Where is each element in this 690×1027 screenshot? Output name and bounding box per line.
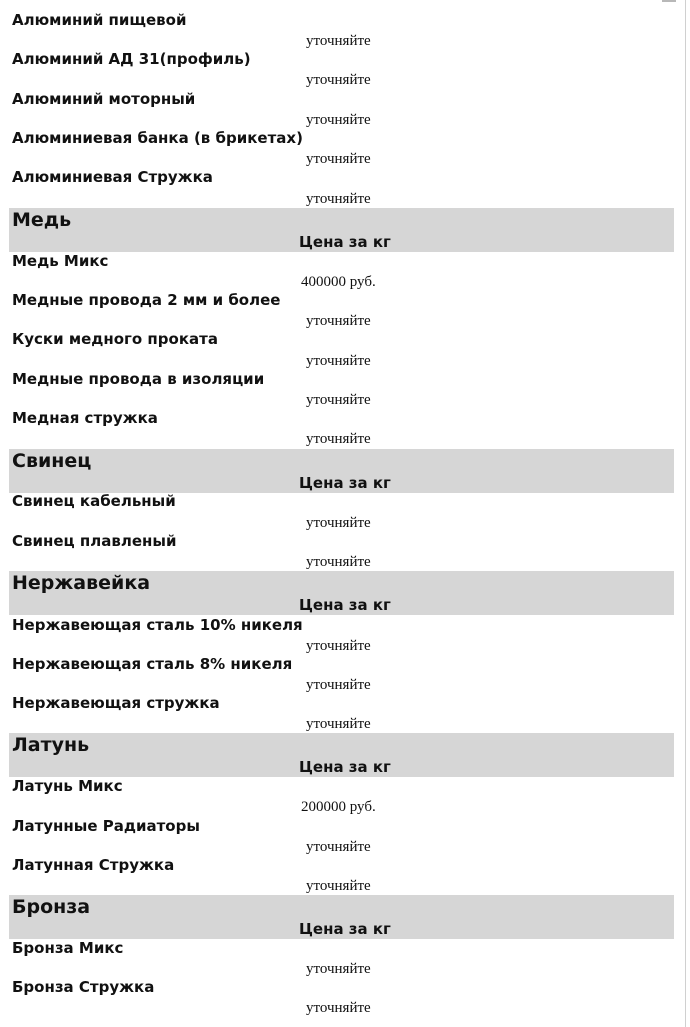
price-column-header: Цена за кг	[299, 474, 391, 492]
category-title: Бронза	[12, 896, 91, 918]
item-name-copper-insulated: Медные провода в изоляции	[12, 370, 265, 388]
item-price-aluminum-ad31: уточняйте	[306, 72, 371, 88]
price-column-header: Цена за кг	[299, 233, 391, 251]
item-name-aluminum-food: Алюминий пищевой	[12, 11, 187, 29]
category-title: Свинец	[12, 450, 92, 472]
category-header-copper	[9, 208, 674, 252]
item-name-bronze-shavings: Бронза Стружка	[12, 978, 155, 996]
item-name-stainless-8: Нержавеющая сталь 8% никеля	[12, 655, 293, 673]
item-name-aluminum-shavings: Алюминиевая Стружка	[12, 168, 213, 186]
category-header-stainless	[9, 571, 674, 615]
item-name-brass-mix: Латунь Микс	[12, 777, 123, 795]
item-name-bronze-mix: Бронза Микс	[12, 939, 124, 957]
item-price-bronze-shavings: уточняйте	[306, 1000, 371, 1016]
item-name-aluminum-motor: Алюминий моторный	[12, 90, 196, 108]
item-name-copper-mix: Медь Микс	[12, 252, 109, 270]
item-name-stainless-shavings: Нержавеющая стружка	[12, 694, 220, 712]
item-price-bronze-mix: уточняйте	[306, 961, 371, 977]
item-name-aluminum-can: Алюминиевая банка (в брикетах)	[12, 129, 303, 147]
item-price-stainless-shavings: уточняйте	[306, 716, 371, 732]
category-header-lead	[9, 449, 674, 493]
category-header-bronze	[9, 895, 674, 939]
item-price-lead-cable: уточняйте	[306, 515, 371, 531]
item-price-aluminum-motor: уточняйте	[306, 112, 371, 128]
item-name-copper-pieces: Куски медного проката	[12, 330, 218, 348]
item-price-aluminum-can: уточняйте	[306, 151, 371, 167]
item-price-copper-mix: 400000 руб.	[301, 274, 376, 290]
item-name-brass-radiators: Латунные Радиаторы	[12, 817, 200, 835]
item-name-brass-shavings: Латунная Стружка	[12, 856, 175, 874]
item-price-copper-shavings: уточняйте	[306, 431, 371, 447]
item-name-lead-melted: Свинец плавленый	[12, 532, 177, 550]
item-name-copper-shavings: Медная стружка	[12, 409, 158, 427]
page-corner-mark	[662, 0, 676, 2]
item-price-aluminum-food: уточняйте	[306, 33, 371, 49]
item-name-stainless-10: Нержавеющая сталь 10% никеля	[12, 616, 303, 634]
page-edge-line	[685, 0, 686, 1027]
category-title: Медь	[12, 209, 72, 231]
item-name-aluminum-ad31: Алюминий АД 31(профиль)	[12, 50, 251, 68]
item-price-brass-mix: 200000 руб.	[301, 799, 376, 815]
item-price-copper-insulated: уточняйте	[306, 392, 371, 408]
price-column-header: Цена за кг	[299, 596, 391, 614]
price-column-header: Цена за кг	[299, 920, 391, 938]
item-price-aluminum-shavings: уточняйте	[306, 191, 371, 207]
item-price-stainless-8: уточняйте	[306, 677, 371, 693]
category-header-brass	[9, 733, 674, 777]
item-price-lead-melted: уточняйте	[306, 554, 371, 570]
price-column-header: Цена за кг	[299, 758, 391, 776]
category-title: Латунь	[12, 734, 90, 756]
item-price-brass-shavings: уточняйте	[306, 878, 371, 894]
item-price-stainless-10: уточняйте	[306, 638, 371, 654]
category-title: Нержавейка	[12, 572, 151, 594]
item-price-copper-pieces: уточняйте	[306, 353, 371, 369]
item-name-lead-cable: Свинец кабельный	[12, 492, 176, 510]
item-price-brass-radiators: уточняйте	[306, 839, 371, 855]
item-price-copper-wire: уточняйте	[306, 313, 371, 329]
item-name-copper-wire: Медные провода 2 мм и более	[12, 291, 281, 309]
